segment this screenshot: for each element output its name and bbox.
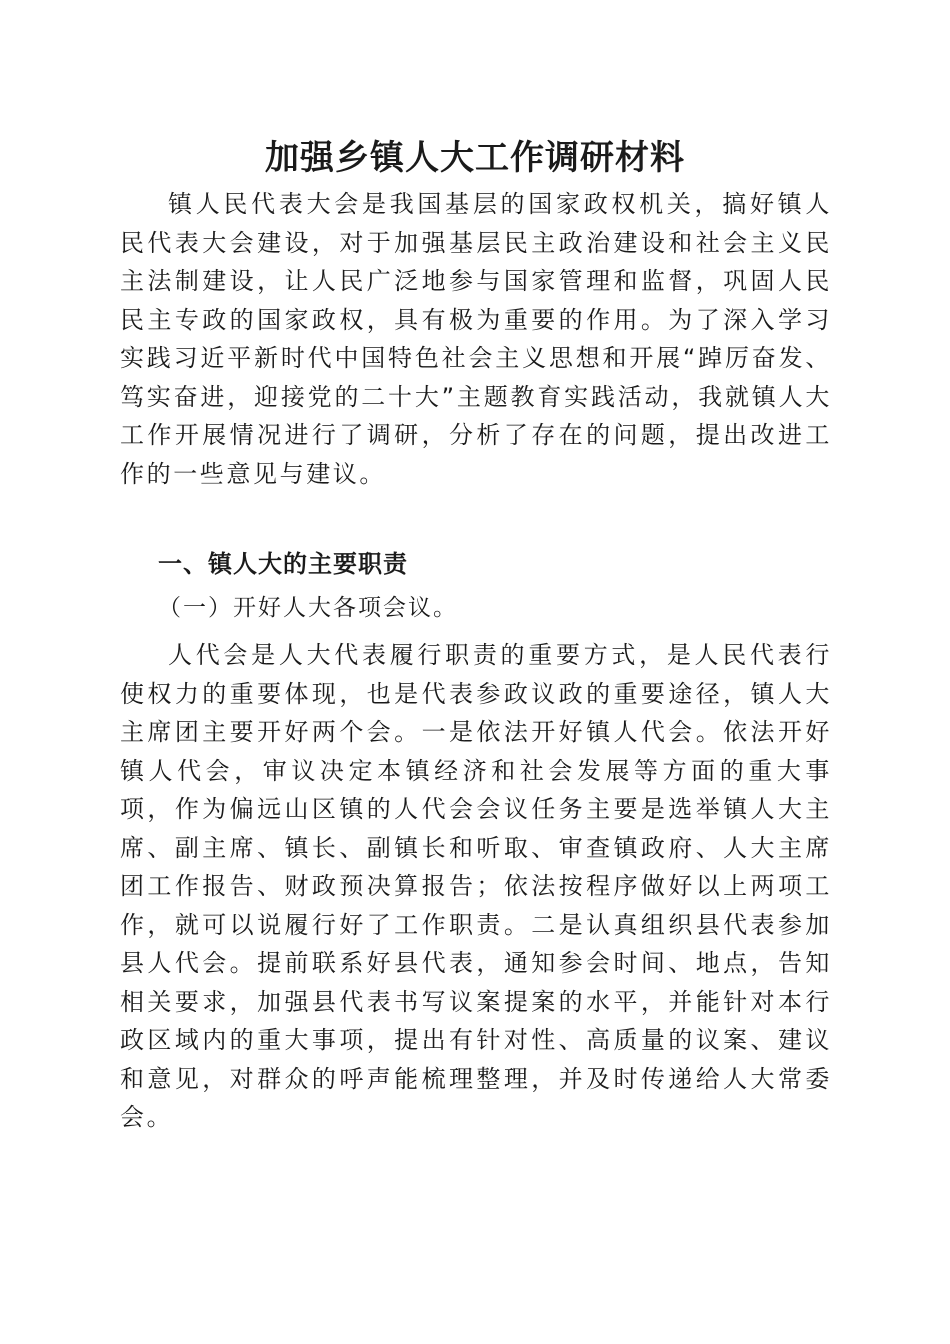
section-heading: 一、镇人大的主要职责 — [158, 550, 408, 578]
intro-paragraph: 镇人民代表大会是我国基层的国家政权机关，搞好镇人民代表大会建设，对于加强基层民主政治建设和社会主义民主法制建设，让人民广泛地参与国家管理和监督，巩固人民民主专政的国家政权，具有极为重要的作用。为了深入学习实践习近平新时代中国特色社会主义思想和开展“踔厉奋发、笃实奋进，迎接党的二十大”主题教育实践活动，我就镇人大工作开展情况进行了调研，分析了存在的问题，提出改进工作的一些意见与建议。 — [120, 190, 832, 488]
document-title: 加强乡镇人大工作调研材料 — [265, 138, 685, 178]
subsection-heading: （一）开好人大各项会议。 — [158, 595, 458, 621]
section-paragraph: 人代会是人大代表履行职责的重要方式，是人民代表行使权力的重要体现，也是代表参政议政的重要途径，镇人大主席团主要开好两个会。一是依法开好镇人代会。依法开好镇人代会，审议决定本镇经济和社会发展等方面的重大事项，作为偏远山区镇的人代会会议任务主要是选举镇人大主席、副主席、镇长、副镇长和听取、审查镇政府、人大主席团工作报告、财政预决算报告；依法按程序做好以上两项工作，就可以说履行好了工作职责。二是认真组织县代表参加县人代会。提前联系好县代表，通知参会时间、地点，告知相关要求，加强县代表书写议案提案的水平，并能针对本行政区域内的重大事项，提出有针对性、高质量的议案、建议和意见，对群众的呼声能梳理整理，并及时传递给人大常委会。 — [120, 641, 832, 1131]
